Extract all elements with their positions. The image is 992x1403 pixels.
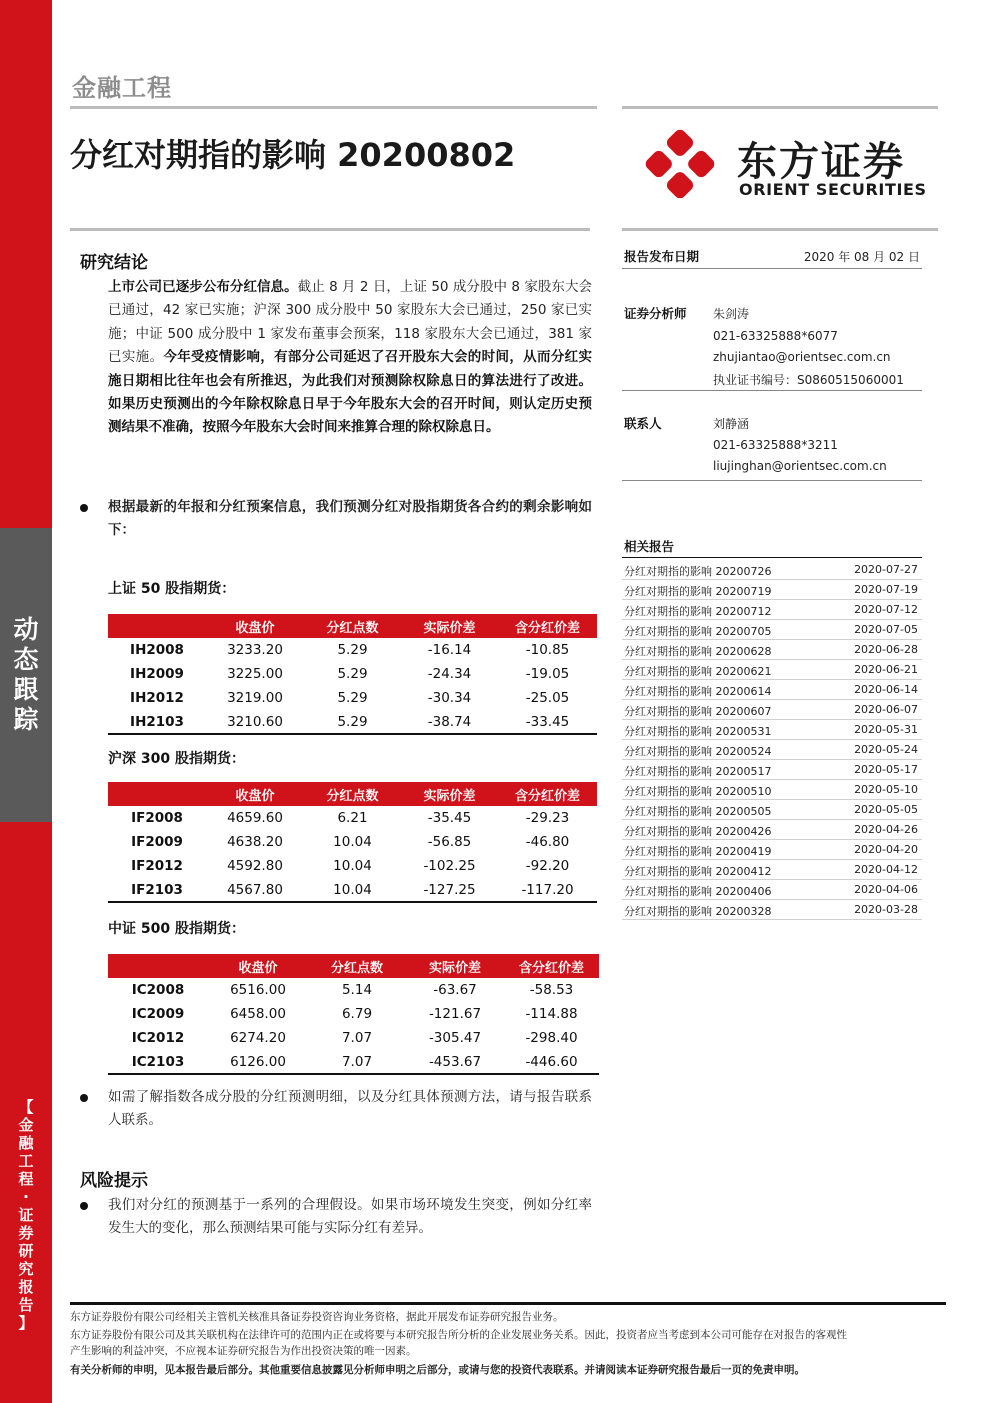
table-cell: 3210.60: [206, 710, 304, 734]
sidebar-char: 研: [18, 1242, 34, 1260]
related-report-date: 2020-05-31: [854, 723, 918, 736]
page-title: 分红对期指的影响 20200802: [70, 136, 516, 174]
table-cell: 10.04: [333, 858, 372, 874]
table-cell: -35.45: [427, 810, 472, 826]
sidebar-char: 金: [18, 1116, 34, 1134]
sidebar-char: 报: [18, 1278, 34, 1296]
table-cell: 6.79: [341, 1006, 373, 1022]
contact-name: 刘静涵: [713, 417, 750, 431]
table-cell: 6516.00: [230, 982, 286, 998]
table-cell: IC2012: [131, 1030, 185, 1046]
report-category: 金融工程: [72, 74, 172, 102]
date-label: 报告发布日期: [624, 249, 700, 264]
analyst-phone: 021-63325888*6077: [713, 329, 838, 343]
table-cell: 3225.00: [227, 666, 283, 682]
table-cell: -25.05: [525, 690, 570, 706]
list-item[interactable]: [622, 640, 922, 660]
sidebar-series-label: [0, 1098, 52, 1332]
section-heading-conclusion: 研究结论: [80, 253, 148, 273]
table-cell: -30.34: [427, 690, 472, 706]
list-item[interactable]: [622, 900, 922, 920]
divider: [622, 480, 922, 481]
contact-email[interactable]: liujinghan@orientsec.com.cn: [713, 459, 887, 473]
related-report-date: 2020-07-05: [854, 623, 918, 636]
table-cell: 5.14: [341, 982, 373, 998]
list-item[interactable]: [622, 780, 922, 800]
table-header-cell: 含分红价差: [504, 954, 599, 978]
related-report-title: 分红对期指的影响 20200614: [624, 685, 772, 698]
table-cell: IF2008: [131, 810, 183, 826]
sidebar-char: 跟: [13, 675, 39, 704]
table-header-cell: 分红点数: [304, 614, 401, 638]
table-cell: -58.53: [529, 982, 574, 998]
list-item[interactable]: [622, 760, 922, 780]
table-cell: 7.07: [341, 1030, 373, 1046]
table-cell: -127.25: [401, 878, 498, 902]
related-report-date: 2020-03-28: [854, 903, 918, 916]
related-report-date: 2020-05-17: [854, 763, 918, 776]
sidebar-char: 工: [18, 1152, 34, 1170]
list-item[interactable]: [622, 560, 922, 580]
related-report-title: 分红对期指的影响 20200517: [624, 765, 772, 778]
table-header-cell: 实际价差: [406, 954, 504, 978]
table-cell: IF2012: [131, 858, 183, 874]
related-reports-label: 相关报告: [624, 539, 675, 554]
table-cell: -298.40: [525, 1030, 578, 1046]
related-report-title: 分红对期指的影响 20200524: [624, 745, 772, 758]
related-report-date: 2020-06-28: [854, 643, 918, 656]
footer-line: 东方证券股份有限公司经相关主管机关核准具备证券投资咨询业务资格，据此开展发布证券研究报告业务。: [70, 1311, 564, 1323]
divider: [70, 228, 590, 231]
table-title: 中证 500 股指期货：: [108, 921, 245, 937]
table-header-cell: 含分红价差: [498, 782, 597, 806]
related-report-date: 2020-07-27: [854, 563, 918, 576]
bullet-text: 如需了解指数各成分股的分红预测明细，以及分红具体预测方法，请与报告联系人联系。: [108, 1089, 592, 1129]
table-cell: 5.29: [337, 690, 368, 706]
futures-table-zz500: [108, 954, 599, 1075]
table-cell: 6458.00: [230, 1006, 286, 1022]
related-report-date: 2020-06-14: [854, 683, 918, 696]
related-report-date: 2020-07-19: [854, 583, 918, 596]
sidebar-char: 【: [18, 1098, 34, 1116]
table-cell: 4659.60: [227, 810, 283, 826]
table-cell: -305.47: [428, 1030, 482, 1046]
bullet-text: 根据最新的年报和分红预案信息，我们预测分红对股指期货各合约的剩余影响如下：: [108, 499, 592, 539]
list-item[interactable]: [622, 820, 922, 840]
list-item[interactable]: [622, 580, 922, 600]
bullet-dot: [80, 504, 88, 512]
sidebar: [0, 0, 52, 1403]
analyst-cert: 执业证书编号：S0860515060001: [713, 373, 904, 387]
table-row: [108, 686, 597, 710]
table-cell: -38.74: [401, 710, 498, 734]
related-report-title: 分红对期指的影响 20200726: [624, 565, 772, 578]
list-item[interactable]: [622, 660, 922, 680]
table-cell: -19.05: [525, 666, 570, 682]
conclusion-lead: 上市公司已逐步公布分红信息。: [108, 279, 298, 295]
sidebar-char: 券: [18, 1224, 34, 1242]
analyst-name: 朱剑涛: [713, 307, 750, 321]
related-report-date: 2020-04-20: [854, 843, 918, 856]
table-cell: -446.60: [504, 1050, 599, 1074]
table-row: [108, 1002, 599, 1026]
sidebar-char: 程: [18, 1170, 34, 1188]
sidebar-section-label: [0, 615, 52, 735]
related-report-date: 2020-04-06: [854, 883, 918, 896]
table-header-cell: [108, 954, 208, 978]
table-cell: 6274.20: [230, 1030, 286, 1046]
table-header-cell: 分红点数: [304, 782, 401, 806]
conclusion-body: 截止 8 月 2 日，上证 50 成分股中 8 家股东大会已通过，42 家已实施；沪深 300 成分股中 50 家股东大会已通过，250 家已实施；中证 500 成分股中 1 家发布董事会预案，118 家股东大会已通过，381 家已实施。: [108, 279, 592, 366]
table-header-row: [108, 614, 597, 638]
table-cell: 3233.20: [227, 642, 283, 658]
table-cell: IH2103: [108, 710, 206, 734]
table-cell: 4567.80: [206, 878, 304, 902]
sidebar-char: 证: [18, 1206, 34, 1224]
related-report-title: 分红对期指的影响 20200719: [624, 585, 772, 598]
table-cell: 10.04: [333, 834, 372, 850]
list-item[interactable]: [622, 740, 922, 760]
list-item[interactable]: [622, 840, 922, 860]
divider: [622, 228, 938, 231]
related-report-date: 2020-06-21: [854, 663, 918, 676]
table-cell: IC2009: [131, 1006, 185, 1022]
related-report-date: 2020-07-12: [854, 603, 918, 616]
table-cell: 5.29: [337, 666, 368, 682]
bullet-dot: [80, 1202, 88, 1210]
futures-table-sz50: [108, 614, 597, 735]
table-cell: 6.21: [337, 810, 368, 826]
table-cell: 3219.00: [227, 690, 283, 706]
list-item[interactable]: [622, 880, 922, 900]
table-header-row: [108, 782, 597, 806]
table-cell: -33.45: [498, 710, 597, 734]
divider: [70, 106, 597, 109]
list-item[interactable]: [622, 600, 922, 620]
related-report-title: 分红对期指的影响 20200628: [624, 645, 772, 658]
table-row: [108, 830, 597, 854]
table-cell: IF2103: [108, 878, 206, 902]
logo-text-en: ORIENT SECURITIES: [739, 180, 927, 199]
footer-divider: [70, 1302, 946, 1305]
conclusion-bold: 今年受疫情影响，有部分公司延迟了召开股东大会的时间，从而分红实施日期相比往年也会有所推迟，为此我们对预测除权除息日的算法进行了改进。如果历史预测出的今年除权除息日早于今年股东大会的召开时间，则认定历史预测结果不准确，按照今年股东大会时间来推算合理的除权除息日。: [108, 349, 593, 436]
table-header-cell: 实际价差: [401, 614, 498, 638]
related-report-title: 分红对期指的影响 20200705: [624, 625, 772, 638]
table-cell: IH2012: [130, 690, 184, 706]
related-report-title: 分红对期指的影响 20200621: [624, 665, 772, 678]
table-header-cell: 含分红价差: [498, 614, 597, 638]
related-report-date: 2020-05-10: [854, 783, 918, 796]
table-cell: -29.23: [525, 810, 570, 826]
table-header-cell: 收盘价: [206, 782, 304, 806]
conclusion-paragraph: [108, 276, 592, 440]
table-cell: 4592.80: [227, 858, 283, 874]
contact-label: 联系人: [624, 416, 662, 431]
table-row: [108, 878, 597, 902]
list-item[interactable]: [622, 720, 922, 740]
table-cell: 6126.00: [208, 1050, 308, 1074]
risk-text: 我们对分红的预测基于一系列的合理假设。如果市场环境发生突变，例如分红率发生大的变化，那么预测结果可能与实际分红有差异。: [108, 1197, 592, 1237]
table-row: [108, 638, 597, 662]
table-cell: -10.85: [525, 642, 570, 658]
logo-mark-icon: [640, 124, 720, 204]
related-report-title: 分红对期指的影响 20200531: [624, 725, 772, 738]
divider: [622, 268, 922, 269]
related-report-date: 2020-04-12: [854, 863, 918, 876]
table-header-cell: [108, 614, 206, 638]
related-report-date: 2020-05-05: [854, 803, 918, 816]
table-cell: 4638.20: [227, 834, 283, 850]
table-cell: -92.20: [525, 858, 570, 874]
divider: [622, 106, 938, 109]
table-row: [108, 978, 599, 1002]
table-cell: -16.14: [427, 642, 472, 658]
table-cell: -121.67: [428, 1006, 482, 1022]
table-cell: 5.29: [337, 642, 368, 658]
date-value: 2020 年 08 月 02 日: [803, 250, 920, 264]
table-row: [108, 806, 597, 830]
related-report-title: 分红对期指的影响 20200712: [624, 605, 772, 618]
table-title: 沪深 300 股指期货：: [108, 751, 245, 767]
table-cell: -56.85: [427, 834, 472, 850]
table-cell: -24.34: [427, 666, 472, 682]
table-cell: IF2009: [131, 834, 183, 850]
footer-line: 东方证券股份有限公司及其关联机构在法律许可的范围内正在或将要与本研究报告所分析的企业发展业务关系。因此，投资者应当考虑到本公司可能存在对报告的客观性: [70, 1329, 847, 1341]
sidebar-char: 究: [18, 1260, 34, 1278]
related-report-title: 分红对期指的影响 20200505: [624, 805, 772, 818]
table-row: [108, 854, 597, 878]
list-item[interactable]: [622, 860, 922, 880]
table-header-row: [108, 954, 599, 978]
table-cell: 5.29: [304, 710, 401, 734]
table-header-cell: 分红点数: [308, 954, 406, 978]
table-cell: -63.67: [433, 982, 477, 998]
sidebar-char: 踪: [13, 705, 39, 734]
table-cell: -117.20: [498, 878, 597, 902]
contact-phone: 021-63325888*3211: [713, 438, 838, 452]
table-header-cell: 实际价差: [401, 782, 498, 806]
sidebar-char: 态: [13, 645, 39, 674]
futures-table-hs300: [108, 782, 597, 903]
related-report-title: 分红对期指的影响 20200406: [624, 885, 772, 898]
sidebar-char: 融: [18, 1134, 34, 1152]
table-row: [108, 1050, 599, 1074]
sidebar-char: ·: [23, 1188, 29, 1206]
table-row: [108, 1026, 599, 1050]
table-cell: IH2008: [130, 642, 184, 658]
related-report-title: 分红对期指的影响 20200510: [624, 785, 772, 798]
table-header-cell: 收盘价: [208, 954, 308, 978]
table-title: 上证 50 股指期货：: [108, 581, 236, 597]
footer-disclaimer: 有关分析师的申明，见本报告最后部分。其他重要信息披露见分析师申明之后部分，或请与您的投资代表联系。并请阅读本证券研究报告最后一页的免责申明。: [70, 1364, 805, 1376]
table-cell: -114.88: [525, 1006, 578, 1022]
table-cell: IC2008: [131, 982, 185, 998]
list-item[interactable]: [622, 700, 922, 720]
related-reports-list: [622, 560, 922, 920]
related-report-date: 2020-04-26: [854, 823, 918, 836]
related-report-title: 分红对期指的影响 20200412: [624, 865, 772, 878]
table-cell: -46.80: [525, 834, 570, 850]
table-header-cell: [108, 782, 206, 806]
divider: [622, 390, 922, 391]
section-heading-risk: 风险提示: [80, 1171, 148, 1191]
table-cell: IC2103: [108, 1050, 208, 1074]
table-row: [108, 710, 597, 734]
list-item[interactable]: [622, 620, 922, 640]
divider: [622, 557, 922, 558]
table-cell: 7.07: [308, 1050, 406, 1074]
table-cell: -453.67: [406, 1050, 504, 1074]
table-header-cell: 收盘价: [206, 614, 304, 638]
logo-text-cn: 东方证券: [737, 139, 905, 185]
related-report-title: 分红对期指的影响 20200328: [624, 905, 772, 918]
related-report-title: 分红对期指的影响 20200607: [624, 705, 772, 718]
list-item[interactable]: [622, 680, 922, 700]
related-report-date: 2020-06-07: [854, 703, 918, 716]
sidebar-char: 动: [13, 615, 39, 644]
list-item[interactable]: [622, 800, 922, 820]
bullet-dot: [80, 1094, 88, 1102]
related-report-title: 分红对期指的影响 20200426: [624, 825, 772, 838]
related-report-title: 分红对期指的影响 20200419: [624, 845, 772, 858]
table-cell: -102.25: [423, 858, 476, 874]
analyst-email[interactable]: zhujiantao@orientsec.com.cn: [713, 350, 891, 364]
related-report-date: 2020-05-24: [854, 743, 918, 756]
table-cell: 10.04: [304, 878, 401, 902]
table-row: [108, 662, 597, 686]
sidebar-char: 告: [18, 1296, 34, 1314]
sidebar-char: 】: [18, 1314, 34, 1332]
analyst-label: 证券分析师: [624, 306, 687, 321]
table-cell: IH2009: [130, 666, 184, 682]
footer-line: 产生影响的利益冲突，不应视本证券研究报告为作出投资决策的唯一因素。: [70, 1345, 417, 1357]
